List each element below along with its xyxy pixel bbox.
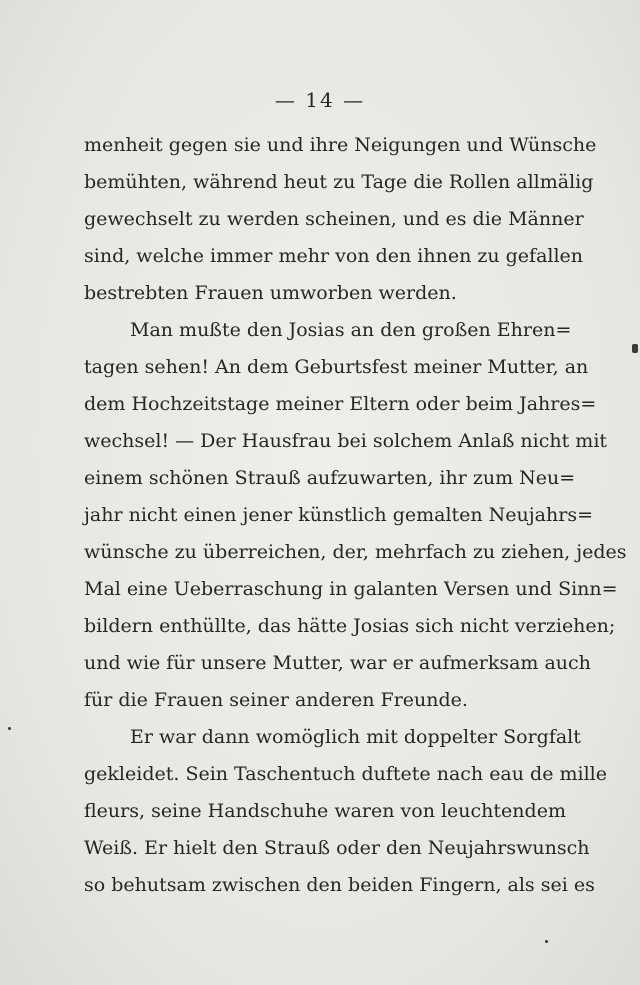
text-line: bestrebten Frauen umworben werden. xyxy=(84,282,457,304)
text-line: Er war dann womöglich mit doppelter Sorgfalt xyxy=(130,726,581,748)
paragraph-1 xyxy=(84,127,597,312)
text-line: sind, welche immer mehr von den ihnen zu gefallen xyxy=(84,245,584,267)
text-line: gekleidet. Sein Taschentuch duftete nach eau de mille xyxy=(84,763,607,785)
paragraph-2 xyxy=(84,312,627,719)
body-text xyxy=(84,127,627,904)
paragraph-3 xyxy=(84,719,607,904)
text-line: einem schönen Strauß aufzuwarten, ihr zum Neu= xyxy=(84,467,576,489)
text-line: fleurs, seine Handschuhe waren von leuchtendem xyxy=(84,800,566,822)
text-line: dem Hochzeitstage meiner Eltern oder beim Jahres= xyxy=(84,393,597,415)
ink-speck xyxy=(8,727,11,730)
text-line: tagen sehen! An dem Geburtsfest meiner Mutter, an xyxy=(84,356,589,378)
text-line: Mal eine Ueberraschung in galanten Versen und Sinn= xyxy=(84,578,618,600)
text-line: jahr nicht einen jener künstlich gemalten Neujahrs= xyxy=(84,504,594,526)
ink-speck xyxy=(632,344,638,353)
ink-speck xyxy=(545,940,548,943)
text-line: gewechselt zu werden scheinen, und es die Männer xyxy=(84,208,584,230)
text-line: wechsel! — Der Hausfrau bei solchem Anlaß nicht mit xyxy=(84,430,608,452)
text-line: für die Frauen seiner anderen Freunde. xyxy=(84,689,468,711)
text-line: bemühten, während heut zu Tage die Rollen allmälig xyxy=(84,171,594,193)
text-line: so behutsam zwischen den beiden Fingern, als sei es xyxy=(84,874,595,896)
text-line: Weiß. Er hielt den Strauß oder den Neujahrswunsch xyxy=(84,837,590,859)
text-line: wünsche zu überreichen, der, mehrfach zu ziehen, jedes xyxy=(84,541,627,563)
text-line: menheit gegen sie und ihre Neigungen und Wünsche xyxy=(84,134,597,156)
text-line: bildern enthüllte, das hätte Josias sich nicht verziehen; xyxy=(84,615,616,637)
page-number: — 14 — xyxy=(274,88,366,112)
text-line: und wie für unsere Mutter, war er aufmerksam auch xyxy=(84,652,591,674)
text-line: Man mußte den Josias an den großen Ehren= xyxy=(130,319,572,341)
